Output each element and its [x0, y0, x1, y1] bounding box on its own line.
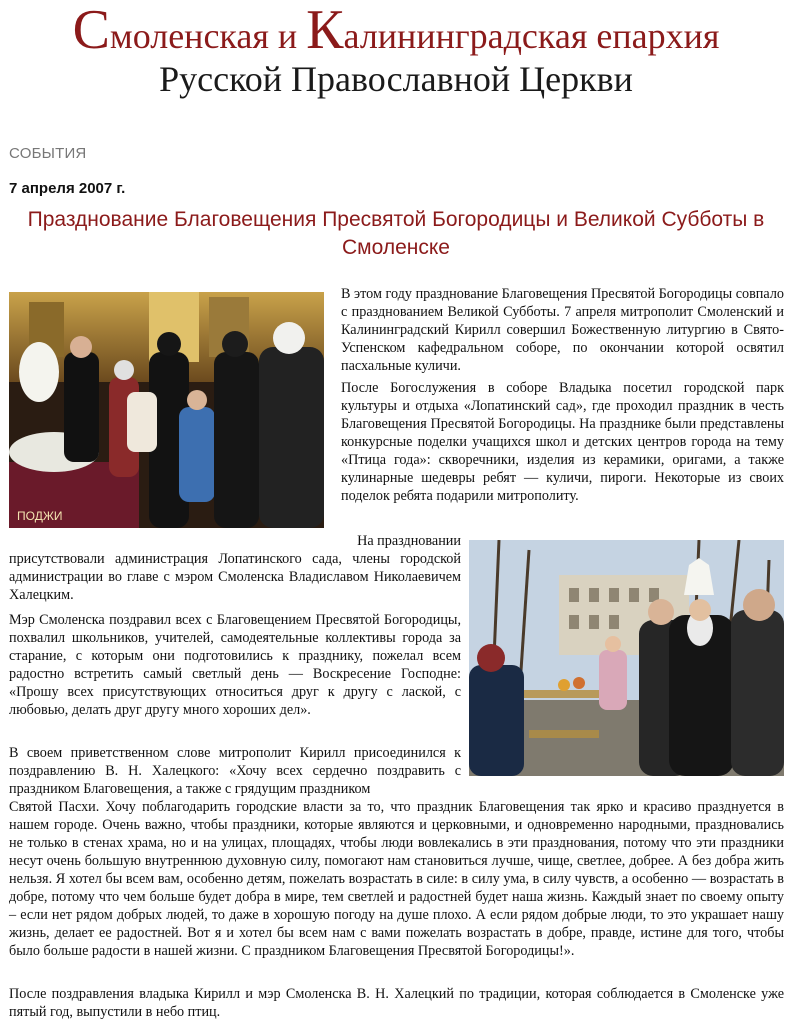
- park-festival-photo: [469, 540, 784, 776]
- title-part-1: моленская и: [109, 16, 307, 56]
- diocese-title-line1: [0, 0, 792, 61]
- section-label: СОБЫТИЯ: [9, 145, 87, 162]
- paragraph-6: После поздравления владыка Кирилл и мэр Смоленска В. Н. Халецкий по традиции, которая соблюдается в Смоленске уже пятый год, выпустили в небо птиц.: [9, 986, 784, 1020]
- diocese-title-line2: Русской Православной Церкви: [159, 59, 633, 99]
- article-headline: Празднование Благовещения Пресвятой Богородицы и Великой Субботы в Смоленске: [27, 208, 765, 259]
- article-date: 7 апреля 2007 г.: [9, 180, 126, 197]
- title-part-2: алининградская епархия: [343, 16, 720, 56]
- paragraph-3-start: На праздновании: [357, 533, 461, 549]
- church-interior-photo: [9, 292, 324, 528]
- paragraph-4: Мэр Смоленска поздравил всех с Благовещением Пресвятой Богородицы, похвалил школьников, учителей, самодеятельные коллективы города за старание, с которым они подготовились к празднику, пожелал всем радостно встретить самый светлый день — Воскресение Господне: «Прошу всех присутствующих относиться друг к другу с лаской, с любовью, делать друг другу много хороших дел».: [9, 612, 461, 718]
- paragraph-1: В этом году празднование Благовещения Пресвятой Богородицы совпало с празднованием Великой Субботы. 7 апреля митрополит Смоленский и Калининградский Кирилл совершил Божественную литургию в Свято-Успенском кафедральном соборе, по окончании которой освятил пасхальные куличи.: [341, 286, 784, 374]
- paragraph-5-start: В своем приветственном слове митрополит Кирилл присоединился к поздравлению В. Н. Халецкого: «Хочу всех сердечно поздравить с праздником Благовещения, а также с грядущим праздником: [9, 745, 461, 797]
- masthead: [0, 0, 792, 110]
- paragraph-3: присутствовали администрация Лопатинского сада, члены городской администрации во главе с мэром Смоленска Владиславом Николаевичем Халецким.: [9, 551, 461, 603]
- title-initial-s: С: [72, 0, 110, 61]
- paragraph-2: После Богослужения в соборе Владыка посетил городской парк культуры и отдыха «Лопатинский сад», где проходил праздник в честь Благовещения Пресвятой Богородицы. На празднике были представлены конкурсные поделки учащихся школ и детских центров города на тему «Птица года»: скворечники, изделия из керамики, оригами, а также кулинарные шедевры ребят — куличи, пироги. Некоторые из своих поделок ребята подарили митрополиту.: [341, 380, 784, 504]
- title-initial-k: К: [306, 0, 344, 61]
- paragraph-5: Святой Пасхи. Хочу поблагодарить городские власти за то, что праздник Благовещения так ярко и красиво празднуется в нашем городе. Очень важно, чтобы праздники, которые являются и церковными, и одновременно народными, праздновались не только в стенах храма, но и на улицах, площадях, чтобы люди вовлекались в эти празднования, потому что эти праздники несут очень большую внутреннюю духовную силу, помогают нам становиться лучше, чище, светлее, добрее. А без добра жить нельзя. Я хотел бы всем вам, особенно детям, пожелать возрастать в силе: в силу ума, в силу чувств, а особенно — возрастать в добре, потому что чем больше будет добра в мире, тем светлей и радостней будет наша жизнь. Каждый знает по своему опыту – если нет рядом добрых людей, то даже в хорошую погоду на душе плохо. А если рядом добрые люди, то это украшает нашу жизнь, делает ее радостней. Вот я и хотел бы всем нам с вами пожелать возрастать в добре, правде, истине для того, чтобы было больше радости в нашей жизни. С праздником Благовещения Пресвятой Богородицы!».: [9, 799, 784, 959]
- altar-cloth-lettering: ПОДЖИ: [17, 509, 63, 523]
